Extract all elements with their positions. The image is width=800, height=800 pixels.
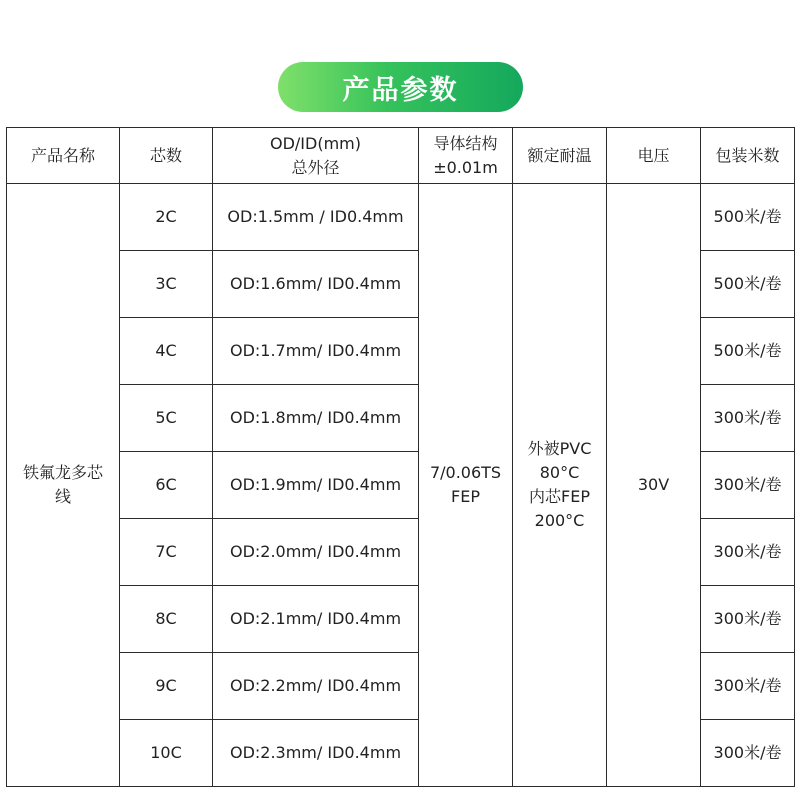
header-rated-temp: 额定耐温 [513, 128, 607, 184]
package-cell: 300米/卷 [701, 519, 795, 586]
cores-cell: 4C [120, 318, 213, 385]
od-id-cell: OD:2.3mm/ ID0.4mm [213, 720, 419, 787]
conductor-cell [419, 184, 513, 787]
cores-cell: 6C [120, 452, 213, 519]
page-title: 产品参数 [278, 62, 523, 112]
conductor-line2: FEP [451, 487, 480, 506]
od-id-cell: OD:1.5mm / ID0.4mm [213, 184, 419, 251]
od-id-cell: OD:2.0mm/ ID0.4mm [213, 519, 419, 586]
cores-cell: 2C [120, 184, 213, 251]
header-conductor [419, 128, 513, 184]
cores-cell: 5C [120, 385, 213, 452]
package-cell: 300米/卷 [701, 385, 795, 452]
package-cell: 500米/卷 [701, 251, 795, 318]
temp-line3: 内芯FEP [529, 487, 590, 506]
package-cell: 500米/卷 [701, 318, 795, 385]
cores-cell: 10C [120, 720, 213, 787]
package-cell: 300米/卷 [701, 452, 795, 519]
od-id-cell: OD:1.8mm/ ID0.4mm [213, 385, 419, 452]
od-id-cell: OD:2.2mm/ ID0.4mm [213, 653, 419, 720]
product-name-cell [7, 184, 120, 787]
voltage-cell: 30V [607, 184, 701, 787]
header-od-id-line1: OD/ID(mm) [270, 133, 361, 153]
od-id-cell: OD:1.9mm/ ID0.4mm [213, 452, 419, 519]
product-spec-table [6, 127, 795, 787]
header-voltage: 电压 [607, 128, 701, 184]
od-id-cell: OD:1.6mm/ ID0.4mm [213, 251, 419, 318]
header-conductor-line1: 导体结构 [433, 133, 498, 153]
product-name-line2: 线 [54, 487, 71, 506]
temp-line4: 200°C [534, 511, 585, 530]
package-cell: 300米/卷 [701, 653, 795, 720]
package-cell: 300米/卷 [701, 720, 795, 787]
package-cell: 500米/卷 [701, 184, 795, 251]
header-cores: 芯数 [120, 128, 213, 184]
cores-cell: 7C [120, 519, 213, 586]
temp-line1: 外被PVC [527, 439, 592, 458]
rated-temp-cell [513, 184, 607, 787]
temp-line2: 80°C [539, 463, 580, 482]
product-name-line1: 铁氟龙多芯 [22, 463, 103, 482]
od-id-cell: OD:2.1mm/ ID0.4mm [213, 586, 419, 653]
header-conductor-line2: ±0.01m [433, 157, 498, 177]
package-cell: 300米/卷 [701, 586, 795, 653]
table-row [7, 184, 795, 251]
header-row [7, 128, 795, 184]
conductor-line1: 7/0.06TS [429, 463, 502, 482]
header-od-id [213, 128, 419, 184]
cores-cell: 8C [120, 586, 213, 653]
cores-cell: 9C [120, 653, 213, 720]
cores-cell: 3C [120, 251, 213, 318]
header-product-name: 产品名称 [7, 128, 120, 184]
header-package: 包装米数 [701, 128, 795, 184]
od-id-cell: OD:1.7mm/ ID0.4mm [213, 318, 419, 385]
header-od-id-line2: 总外径 [291, 157, 340, 177]
